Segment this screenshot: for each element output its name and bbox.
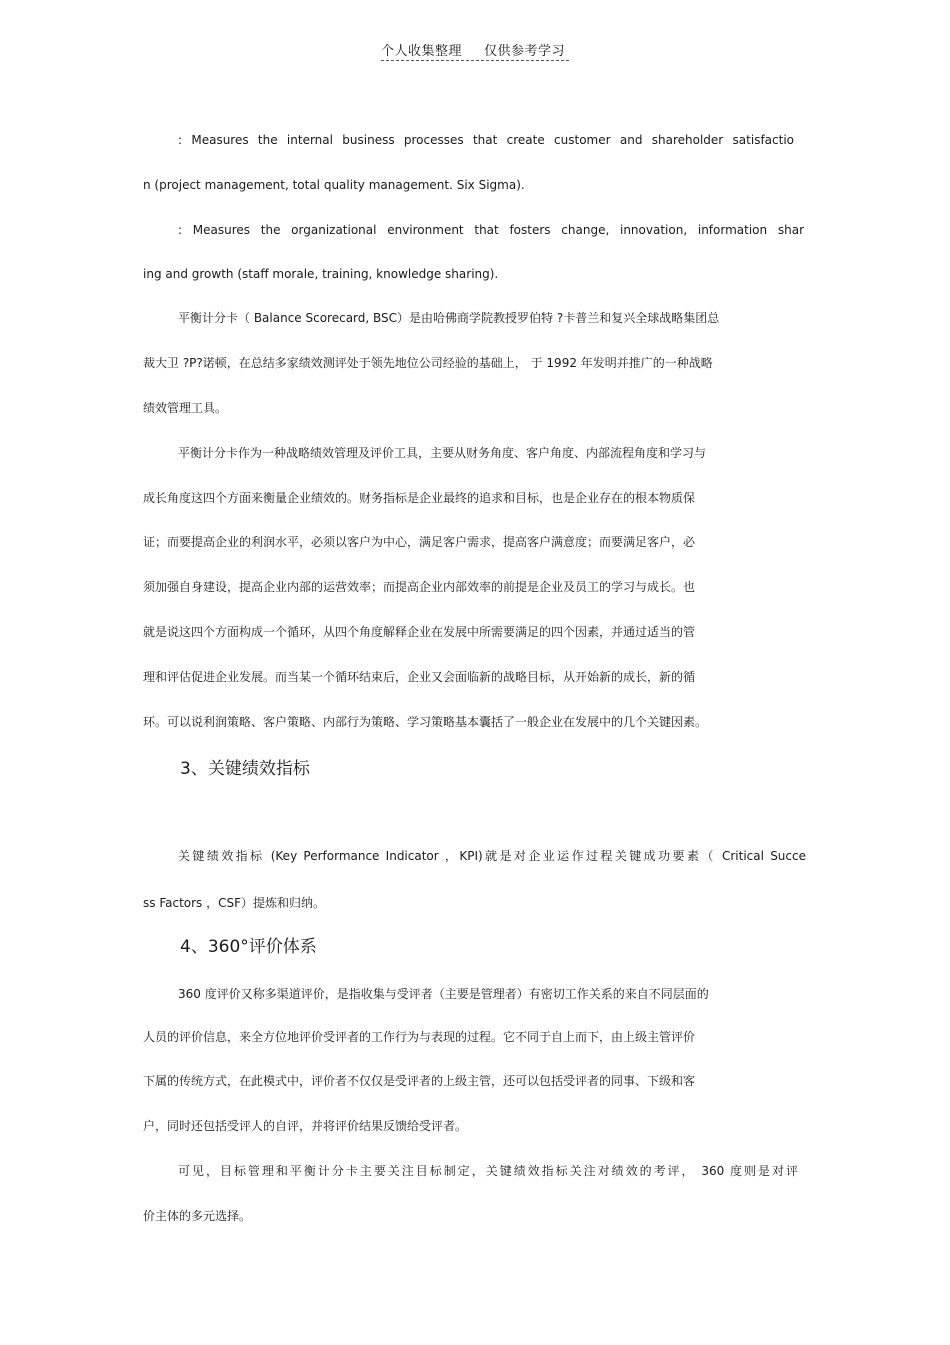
text-line: 平衡计分卡（ Balance Scorecard, BSC）是由哈佛商学院教授罗伯特 ?卡普兰和复兴全球战略集团总: [178, 311, 720, 325]
text-line: 价主体的多元选择。: [143, 1209, 252, 1223]
text-line: 就是说这四个方面构成一个循环，从四个角度解释企业在发展中所需要满足的四个因素，并通过适当的管: [143, 625, 696, 639]
header-right-text: 仅供参考学习: [484, 44, 566, 59]
text-line: 裁大卫 ?P?诺顿，在总结多家绩效测评处于领先地位公司经验的基础上， 于 1992 年发明并推广的一种战略: [143, 356, 713, 370]
text-line: 户，同时还包括受评人的自评，并将评价结果反馈给受评者。: [143, 1119, 468, 1133]
header-left-text: 个人收集整理: [381, 44, 463, 59]
text-line: 理和评估促进企业发展。而当某一个循环结束后，企业又会面临新的战略目标，从开始新的成长，新的循: [143, 670, 696, 684]
text-line: 绩效管理工具。: [143, 401, 228, 415]
text-line: ing and growth (staff morale, training, knowledge sharing).: [143, 267, 499, 281]
text-line: 成长角度这四个方面来衡量企业绩效的。财务指标是企业最终的追求和目标，也是企业存在的根本物质保: [143, 491, 696, 505]
section-heading-kpi: 3、关键绩效指标: [180, 759, 310, 779]
text-line: 平衡计分卡作为一种战略绩效管理及评价工具，主要从财务角度、客户角度、内部流程角度和学习与: [178, 446, 707, 460]
text-line: 下属的传统方式，在此模式中，评价者不仅仅是受评者的上级主管，还可以包括受评者的同事、下级和客: [143, 1074, 696, 1088]
text-line: 环。可以说利润策略、客户策略、内部行为策略、学习策略基本囊括了一般企业在发展中的几个关键因素。: [143, 715, 708, 729]
text-line: n (project management, total quality management. Six Sigma).: [143, 178, 525, 192]
text-line: 人员的评价信息，来全方位地评价受评者的工作行为与表现的过程。它不同于自上而下，由上级主管评价: [143, 1030, 696, 1044]
text-line: 须加强自身建设，提高企业内部的运营效率；而提高企业内部效率的前提是企业及员工的学习与成长。也: [143, 580, 696, 594]
text-line: : Measures the organizational environment that fosters change, innovation, information shar: [178, 223, 804, 237]
text-line: 可见，目标管理和平衡计分卡主要关注目标制定，关键绩效指标关注对绩效的考评， 360 度则是对评: [178, 1164, 798, 1178]
text-line: 360 度评价又称多渠道评价，是指收集与受评者（主要是管理者）有密切工作关系的来自不同层面的: [178, 987, 709, 1001]
section-heading-360: 4、360°评价体系: [180, 937, 317, 957]
text-line: : Measures the internal business processes that create customer and shareholder satisfactio: [178, 133, 794, 147]
text-line: ss Factors ，CSF）提炼和归纳。: [143, 896, 326, 910]
page-header: [381, 40, 569, 61]
text-line: 证；而要提高企业的利润水平，必须以客户为中心，满足客户需求，提高客户满意度；而要满足客户，必: [143, 535, 696, 549]
text-line: 关键绩效指标 (Key Performance Indicator ，KPI)就是对企业运作过程关键成功要素（ Critical Succe: [178, 849, 806, 863]
